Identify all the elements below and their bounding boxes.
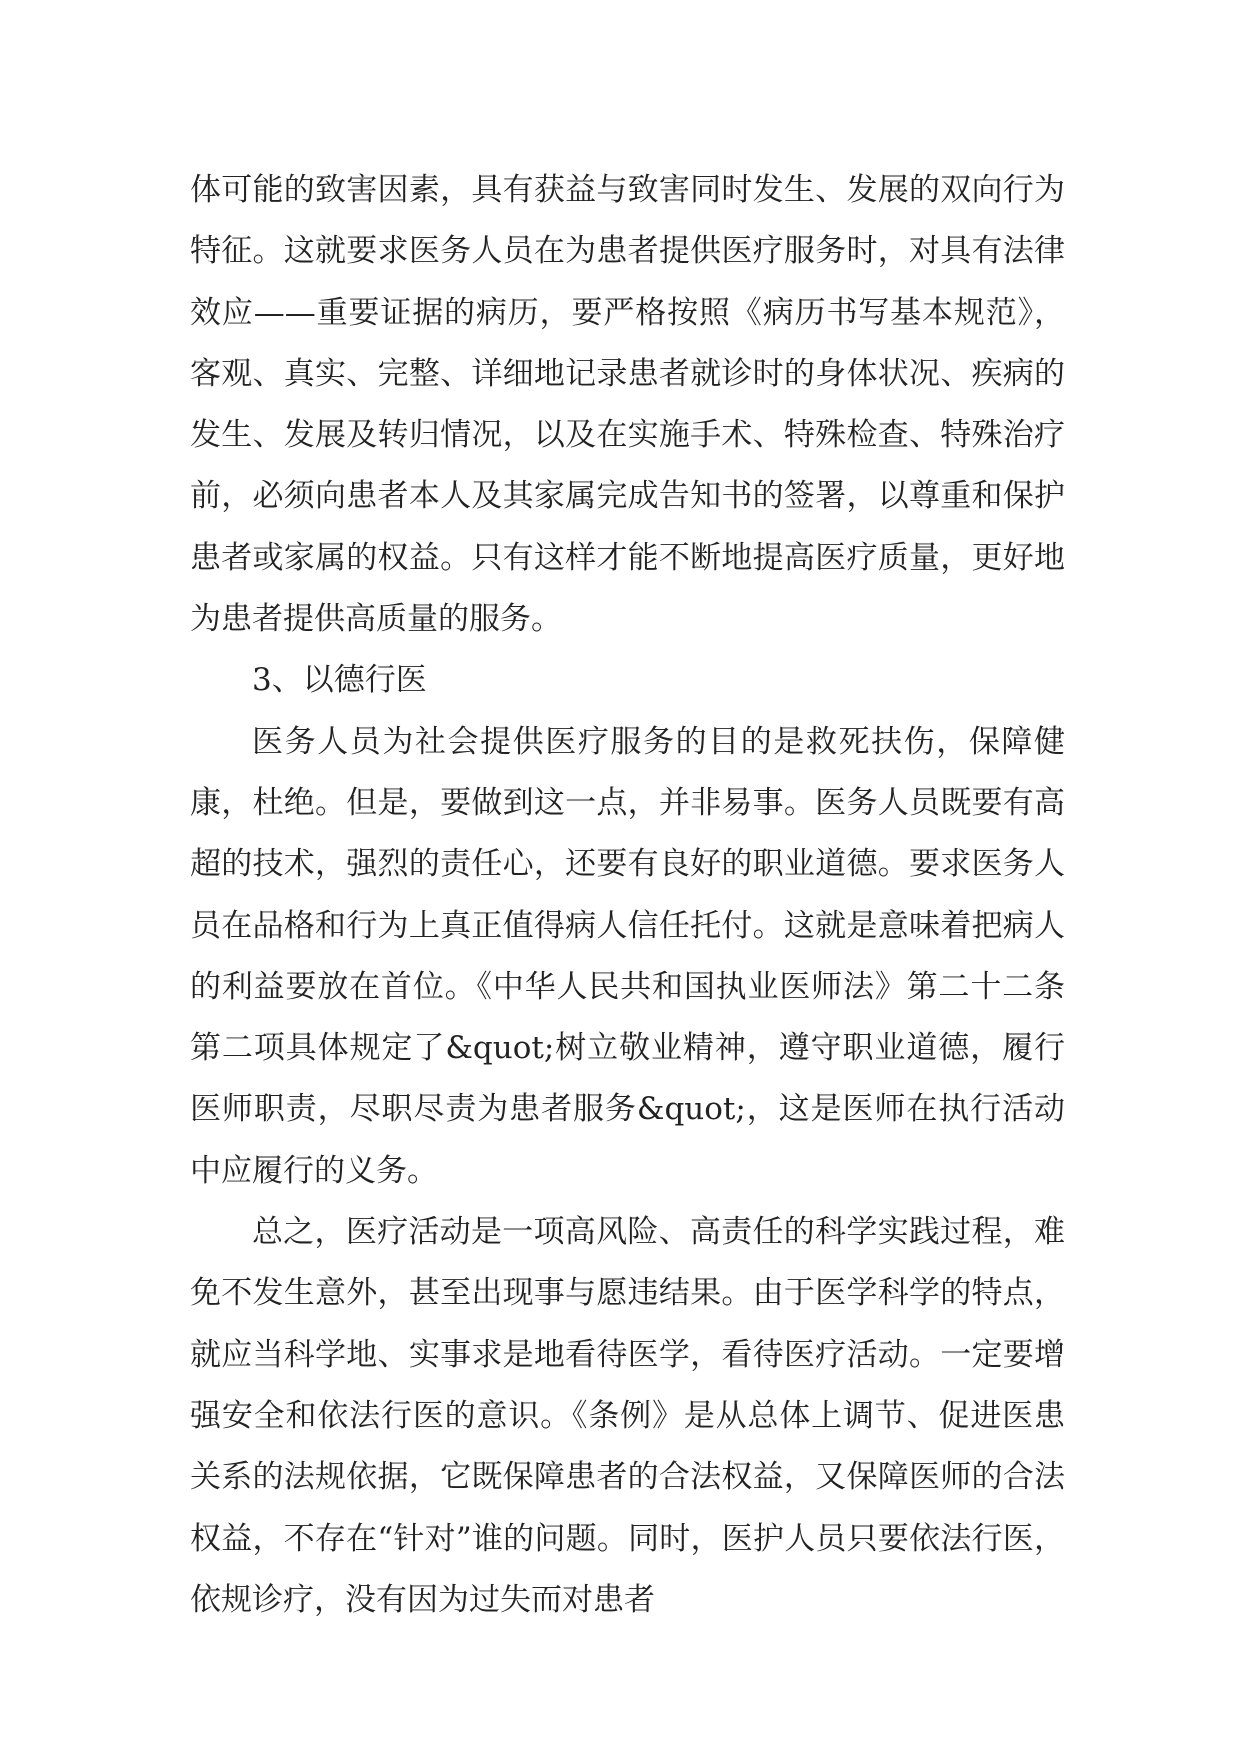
document-body	[190, 160, 1065, 1631]
section-heading: 3、以德行医	[252, 662, 427, 699]
paragraph-3: 总之，医疗活动是一项高风险、高责任的科学实践过程，难免不发生意外，甚至出现事与愿违结果。由于医学科学的特点，就应当科学地、实事求是地看待医学，看待医疗活动。一定要增强安全和依法行医的意识。《条例》是从总体上调节、促进医患关系的法规依据，它既保障患者的合法权益，又保障医师的合法权益，不存在“针对”谁的问题。同时，医护人员只要依法行医，依规诊疗，没有因为过失而对患者	[190, 1214, 1065, 1618]
paragraph-2: 医务人员为社会提供医疗服务的目的是救死扶伤，保障健康，杜绝。但是，要做到这一点，并非易事。医务人员既要有高超的技术，强烈的责任心，还要有良好的职业道德。要求医务人员在品格和行为上真正值得病人信任托付。这就是意味着把病人的利益要放在首位。《中华人民共和国执业医师法》第二十二条第二项具体规定了&quot;树立敬业精神，遵守职业道德，履行医师职责，尽职尽责为患者服务&quot;，这是医师在执行活动中应履行的义务。	[190, 723, 1065, 1189]
paragraph-1: 体可能的致害因素，具有获益与致害同时发生、发展的双向行为特征。这就要求医务人员在为患者提供医疗服务时，对具有法律效应——重要证据的病历，要严格按照《病历书写基本规范》，客观、真实、完整、详细地记录患者就诊时的身体状况、疾病的发生、发展及转归情况，以及在实施手术、特殊检查、特殊治疗前，必须向患者本人及其家属完成告知书的签署，以尊重和保护患者或家属的权益。只有这样才能不断地提高医疗质量，更好地为患者提供高质量的服务。	[190, 172, 1065, 638]
